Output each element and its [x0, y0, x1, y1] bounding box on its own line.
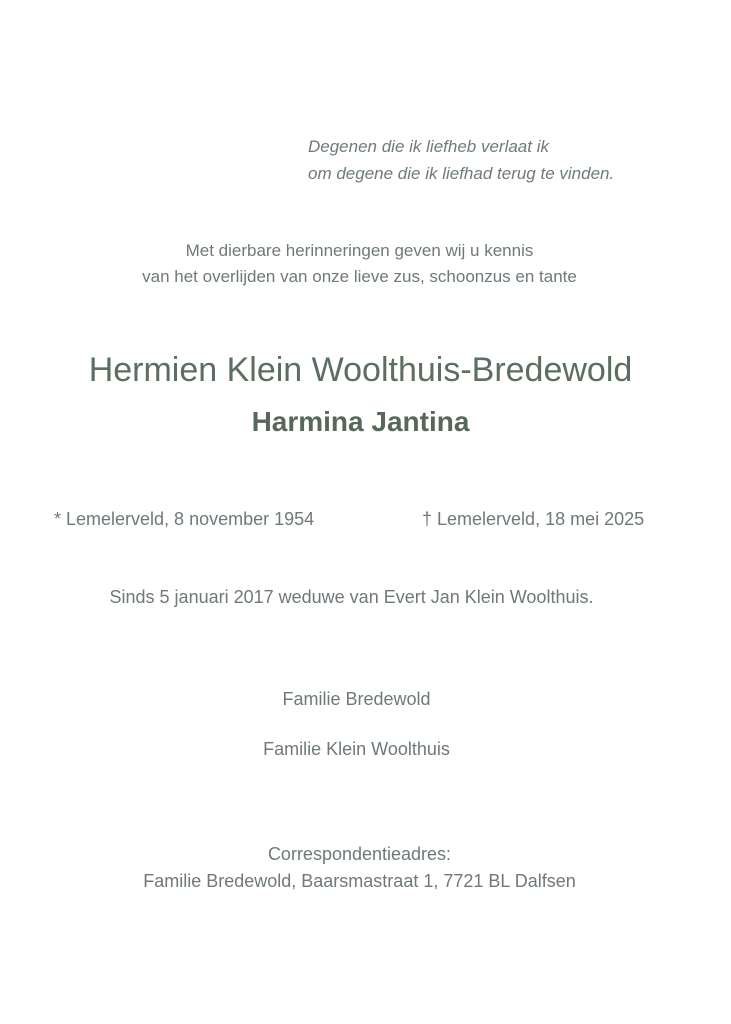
quote-line-1: Degenen die ik liefheb verlaat ik: [308, 137, 549, 156]
correspondence-label: Correspondentieadres:: [267, 844, 452, 864]
deceased-given-names: Harmina Jantina: [251, 406, 470, 437]
family-name-1: Familie Bredewold: [282, 689, 431, 709]
correspondence-address-line: Familie Bredewold, Baarsmastraat 1, 7721 BL Dalfsen: [143, 871, 576, 891]
quote-line-2: om degene die ik liefhad terug te vinden.: [308, 164, 615, 183]
death-date: † Lemelerveld, 18 mei 2025: [422, 509, 645, 529]
quote: [308, 133, 614, 187]
correspondence-address: [0, 841, 719, 895]
deceased-full-name: Hermien Klein Woolthuis-Bredewold: [88, 351, 633, 389]
widow-note: Sinds 5 januari 2017 weduwe van Evert Jan Klein Woolthuis.: [109, 587, 594, 607]
intro-line-2: van het overlijden van onze lieve zus, schoonzus en tante: [142, 267, 577, 286]
intro-line-1: Met dierbare herinneringen geven wij u kennis: [185, 241, 534, 260]
intro-text: [0, 238, 719, 290]
family-name-2: Familie Klein Woolthuis: [263, 739, 450, 759]
birth-date: * Lemelerveld, 8 november 1954: [54, 509, 315, 529]
